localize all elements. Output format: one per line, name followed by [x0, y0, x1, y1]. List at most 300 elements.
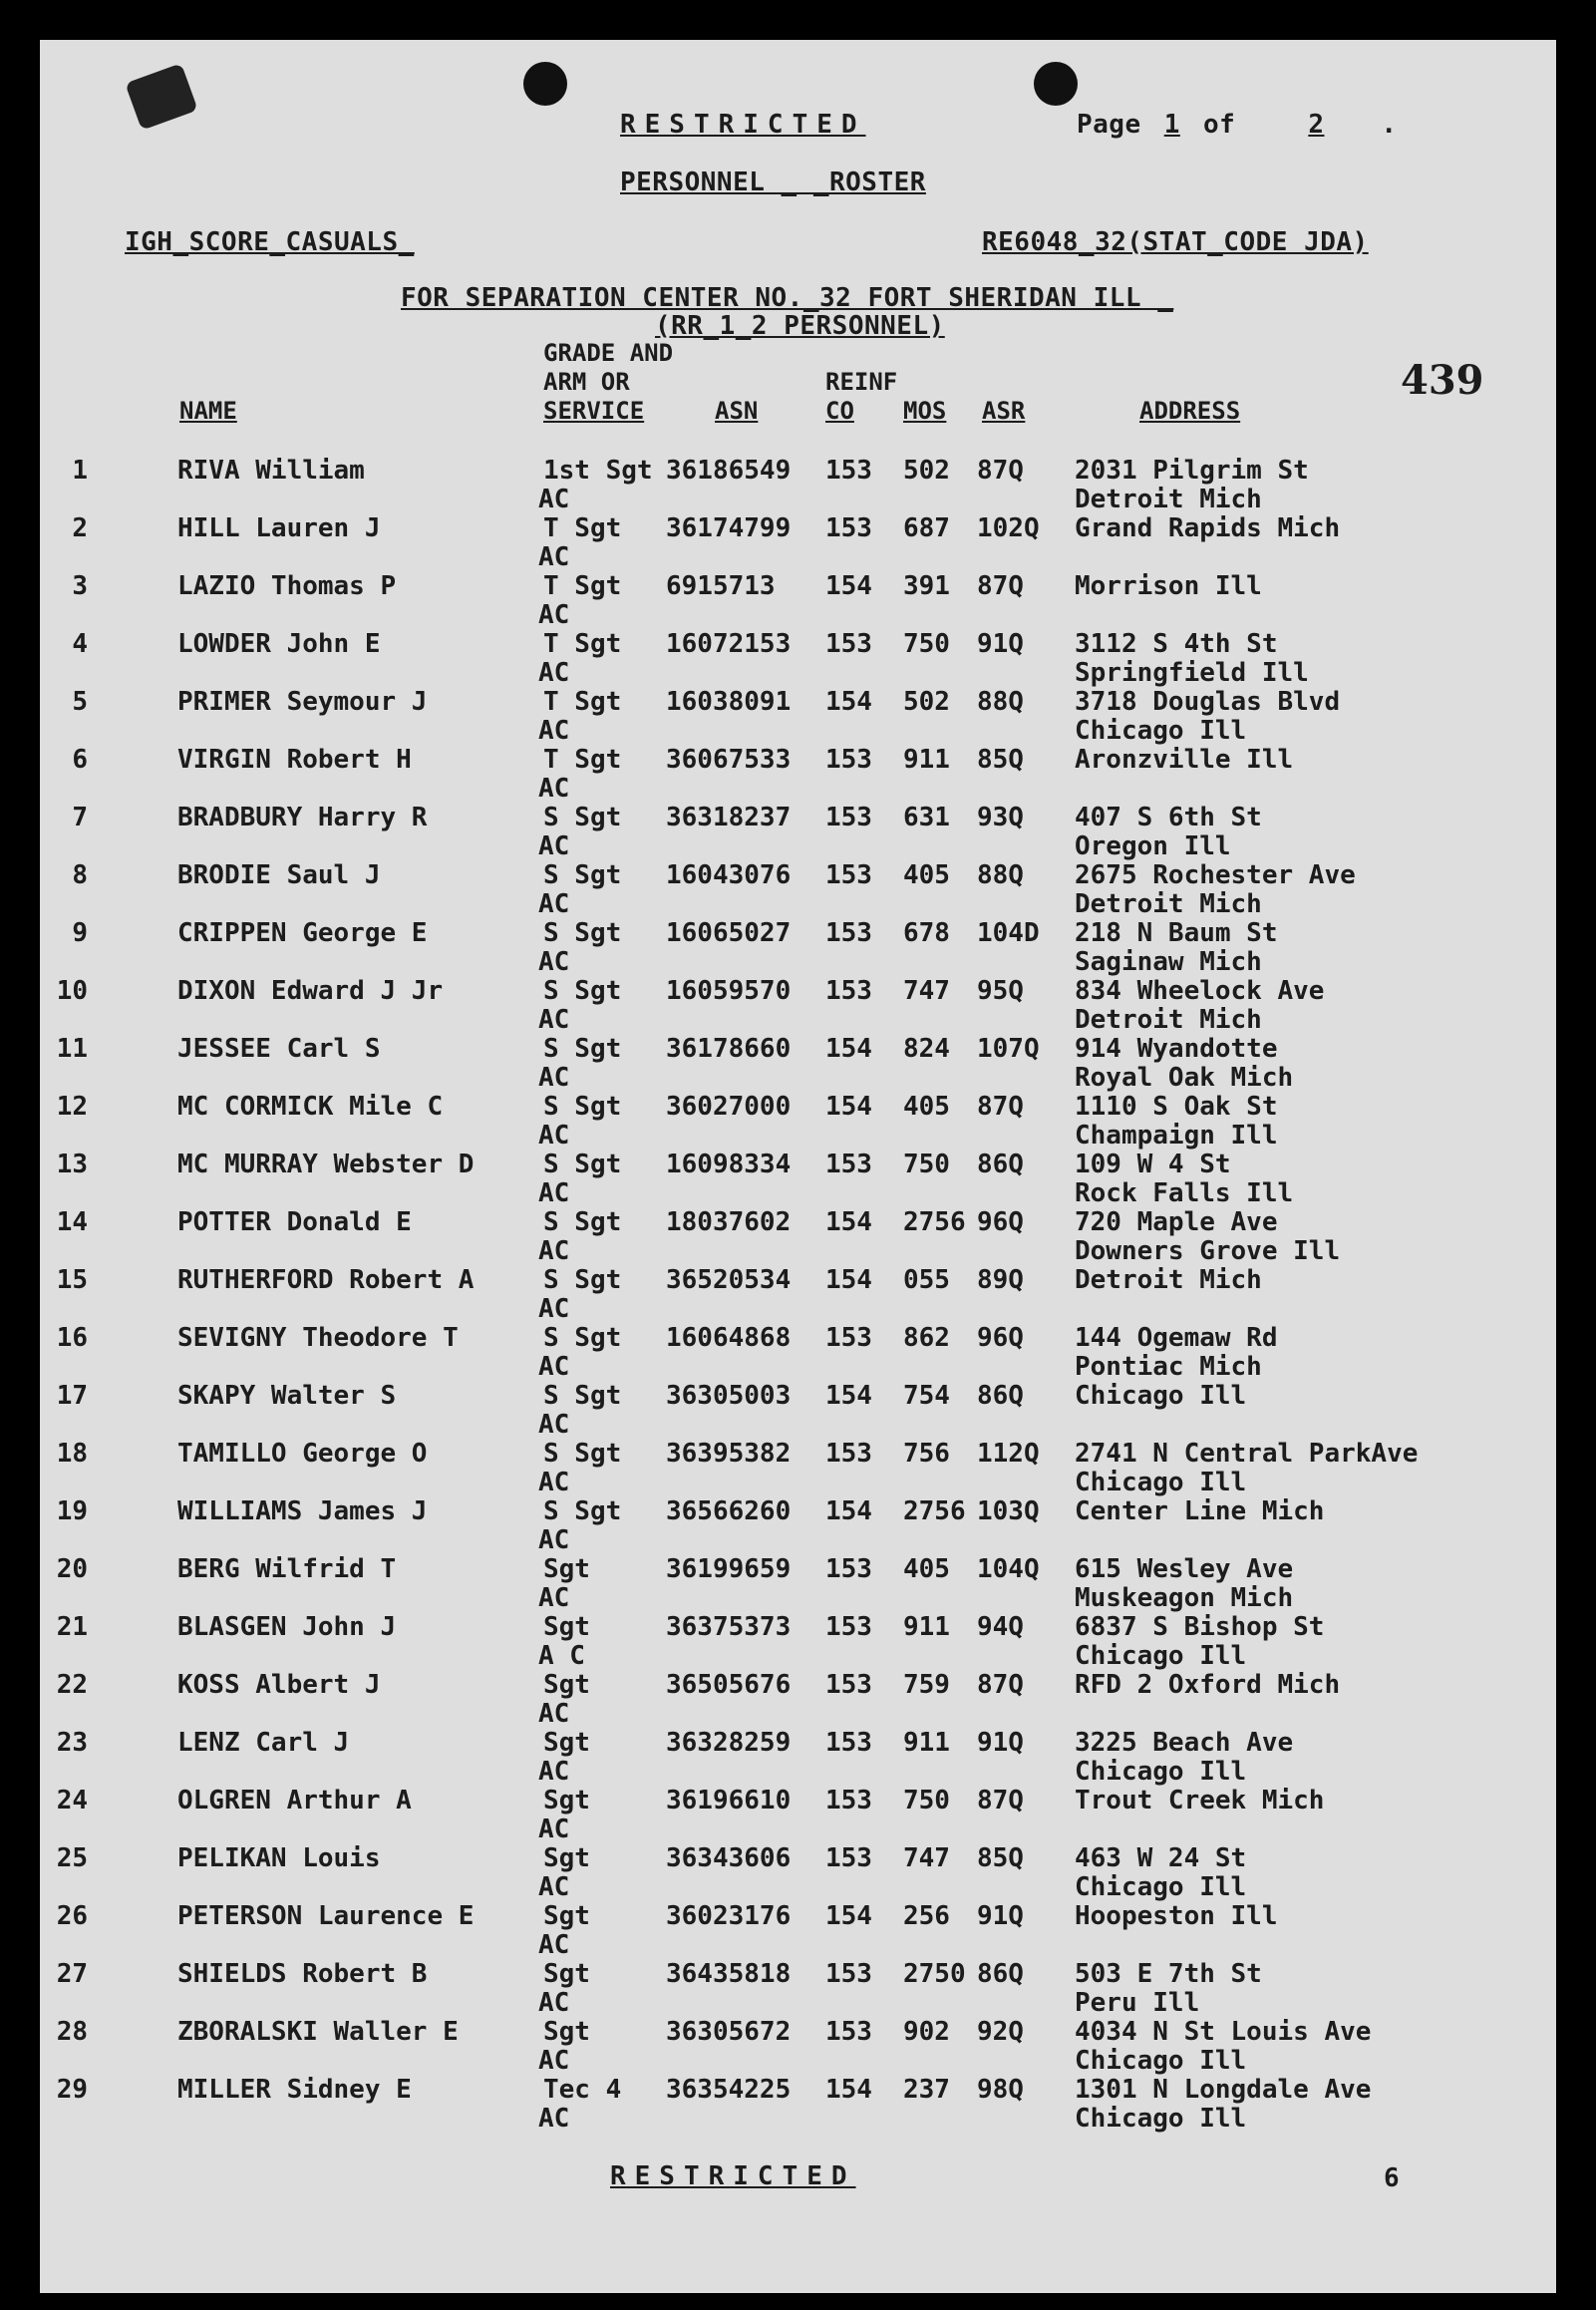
- row-mos: 502: [903, 456, 950, 486]
- row-asn: 36027000: [666, 1092, 792, 1122]
- table-row: [0, 1324, 1516, 1382]
- row-address-line2: Chicago Ill: [1075, 1468, 1247, 1497]
- row-name: BLASGEN John J: [177, 1612, 397, 1642]
- row-mos: 750: [903, 1150, 950, 1179]
- row-asn: 36395382: [666, 1439, 792, 1469]
- row-address-line2: Chicago Ill: [1075, 1757, 1247, 1787]
- row-address-line1: 914 Wyandotte: [1075, 1034, 1278, 1064]
- row-mos: 502: [903, 687, 950, 717]
- row-asr: 103Q: [977, 1496, 1040, 1526]
- row-address-line1: 720 Maple Ave: [1075, 1207, 1278, 1237]
- row-asn: 36174799: [666, 513, 792, 543]
- row-name: RUTHERFORD Robert A: [177, 1265, 475, 1295]
- row-asn: 36305672: [666, 2017, 792, 2047]
- row-address-line2: Muskeagon Mich: [1075, 1583, 1294, 1613]
- row-address-line1: Aronzville Ill: [1075, 745, 1294, 775]
- row-mos: 2756: [903, 1207, 966, 1237]
- row-mos: 631: [903, 803, 950, 832]
- table-row: [0, 2018, 1516, 2076]
- row-name: LENZ Carl J: [177, 1728, 350, 1758]
- row-reinf-co: 153: [825, 1554, 872, 1584]
- row-name: MC MURRAY Webster D: [177, 1150, 475, 1179]
- row-address-line2: Royal Oak Mich: [1075, 1063, 1294, 1093]
- row-asn: 16098334: [666, 1150, 792, 1179]
- row-reinf-co: 153: [825, 1728, 872, 1758]
- row-address-line1: Morrison Ill: [1075, 571, 1262, 601]
- ink-stain: [125, 63, 197, 131]
- row-reinf-co: 154: [825, 1092, 872, 1122]
- row-arm: AC: [538, 1930, 570, 1960]
- row-grade: S Sgt: [543, 1150, 622, 1179]
- row-asr: 104Q: [977, 1554, 1040, 1584]
- table-row: [0, 1787, 1516, 1844]
- row-reinf-co: 153: [825, 1959, 872, 1989]
- row-number: 6: [72, 745, 88, 775]
- row-reinf-co: 154: [825, 1034, 872, 1064]
- row-arm: A C: [538, 1641, 585, 1671]
- row-mos: 759: [903, 1670, 950, 1700]
- row-reinf-co: 153: [825, 1323, 872, 1353]
- row-address-line1: 407 S 6th St: [1075, 803, 1262, 832]
- header-mos: MOS: [903, 397, 947, 425]
- row-address-line2: Oregon Ill: [1075, 831, 1231, 861]
- row-address-line1: 6837 S Bishop St: [1075, 1612, 1325, 1642]
- row-reinf-co: 154: [825, 1207, 872, 1237]
- row-number: 23: [56, 1728, 88, 1758]
- row-address-line1: Trout Creek Mich: [1075, 1786, 1325, 1815]
- row-reinf-co: 153: [825, 803, 872, 832]
- row-number: 19: [56, 1496, 88, 1526]
- row-name: OLGREN Arthur A: [177, 1786, 412, 1815]
- row-address-line1: 3718 Douglas Blvd: [1075, 687, 1341, 717]
- table-row: [0, 1844, 1516, 1902]
- row-reinf-co: 153: [825, 918, 872, 948]
- row-arm: AC: [538, 1005, 570, 1035]
- row-number: 4: [72, 629, 88, 659]
- row-grade: T Sgt: [543, 629, 622, 659]
- row-asn: 36435818: [666, 1959, 792, 1989]
- stat-code: RE6048_32(STAT_CODE JDA): [982, 227, 1369, 257]
- row-mos: 256: [903, 1901, 950, 1931]
- table-row: [0, 1613, 1516, 1671]
- row-reinf-co: 153: [825, 1439, 872, 1469]
- row-arm: AC: [538, 1410, 570, 1440]
- row-arm: AC: [538, 1988, 570, 2018]
- row-mos: 911: [903, 1612, 950, 1642]
- row-address-line1: Detroit Mich: [1075, 1265, 1262, 1295]
- row-arm: AC: [538, 716, 570, 746]
- row-arm: AC: [538, 1468, 570, 1497]
- row-grade: S Sgt: [543, 1265, 622, 1295]
- header-co: CO: [825, 397, 854, 425]
- row-address-line1: 109 W 4 St: [1075, 1150, 1231, 1179]
- row-arm: AC: [538, 658, 570, 688]
- row-address-line2: Chicago Ill: [1075, 2046, 1247, 2076]
- row-asr: 87Q: [977, 1092, 1024, 1122]
- row-arm: AC: [538, 1294, 570, 1324]
- table-row: [0, 1497, 1516, 1555]
- row-address-line2: Champaign Ill: [1075, 1121, 1278, 1151]
- row-grade: T Sgt: [543, 745, 622, 775]
- row-grade: 1st Sgt: [543, 456, 653, 486]
- row-reinf-co: 153: [825, 1150, 872, 1179]
- row-address-line1: 2031 Pilgrim St: [1075, 456, 1309, 486]
- classification-top: RESTRICTED: [620, 110, 866, 140]
- row-grade: S Sgt: [543, 1207, 622, 1237]
- row-arm: AC: [538, 542, 570, 572]
- row-address-line1: 1301 N Longdale Ave: [1075, 2075, 1372, 2105]
- row-reinf-co: 153: [825, 1670, 872, 1700]
- row-reinf-co: 154: [825, 1265, 872, 1295]
- row-asr: 91Q: [977, 1728, 1024, 1758]
- roster-title: PERSONNEL _ _ROSTER: [620, 167, 926, 197]
- row-asr: 95Q: [977, 976, 1024, 1006]
- row-grade: S Sgt: [543, 1439, 622, 1469]
- row-asn: 36354225: [666, 2075, 792, 2105]
- row-reinf-co: 154: [825, 1496, 872, 1526]
- row-asr: 85Q: [977, 1843, 1024, 1873]
- row-name: BERG Wilfrid T: [177, 1554, 397, 1584]
- row-name: WILLIAMS James J: [177, 1496, 428, 1526]
- table-row: [0, 457, 1516, 514]
- row-reinf-co: 154: [825, 2075, 872, 2105]
- row-address-line1: Hoopeston Ill: [1075, 1901, 1278, 1931]
- row-address-line2: Springfield Ill: [1075, 658, 1309, 688]
- row-asn: 36328259: [666, 1728, 792, 1758]
- row-grade: S Sgt: [543, 976, 622, 1006]
- row-asn: 36199659: [666, 1554, 792, 1584]
- row-mos: 747: [903, 976, 950, 1006]
- table-row: [0, 1960, 1516, 2018]
- page-prefix: Page: [1077, 110, 1141, 140]
- row-arm: AC: [538, 1815, 570, 1844]
- row-mos: 405: [903, 1554, 950, 1584]
- table-row: [0, 514, 1516, 572]
- row-asn: 36566260: [666, 1496, 792, 1526]
- header-grade-line3: SERVICE: [543, 397, 645, 425]
- row-arm: AC: [538, 1352, 570, 1382]
- row-number: 18: [56, 1439, 88, 1469]
- row-name: POTTER Donald E: [177, 1207, 412, 1237]
- row-reinf-co: 153: [825, 860, 872, 890]
- row-name: PELIKAN Louis: [177, 1843, 381, 1873]
- row-name: MILLER Sidney E: [177, 2075, 412, 2105]
- table-row: [0, 1151, 1516, 1208]
- row-asn: 16059570: [666, 976, 792, 1006]
- row-grade: S Sgt: [543, 1323, 622, 1353]
- row-arm: AC: [538, 1236, 570, 1266]
- row-number: 11: [56, 1034, 88, 1064]
- row-number: 5: [72, 687, 88, 717]
- table-row: [0, 572, 1516, 630]
- row-asr: 87Q: [977, 571, 1024, 601]
- row-address-line1: 503 E 7th St: [1075, 1959, 1262, 1989]
- row-grade: Sgt: [543, 1728, 590, 1758]
- row-number: 8: [72, 860, 88, 890]
- row-asn: 18037602: [666, 1207, 792, 1237]
- row-name: PRIMER Seymour J: [177, 687, 428, 717]
- row-grade: Sgt: [543, 1843, 590, 1873]
- row-asr: 91Q: [977, 629, 1024, 659]
- table-row: [0, 2076, 1516, 2134]
- row-asr: 93Q: [977, 803, 1024, 832]
- row-arm: AC: [538, 2104, 570, 2134]
- row-number: 2: [72, 513, 88, 543]
- row-asr: 104D: [977, 918, 1040, 948]
- row-arm: AC: [538, 1757, 570, 1787]
- corner-mark: 6: [1384, 2163, 1401, 2193]
- row-asn: 36178660: [666, 1034, 792, 1064]
- row-mos: 405: [903, 1092, 950, 1122]
- row-number: 3: [72, 571, 88, 601]
- row-arm: AC: [538, 1583, 570, 1613]
- punch-hole-left: [523, 62, 567, 106]
- row-grade: S Sgt: [543, 1496, 622, 1526]
- row-name: TAMILLO George O: [177, 1439, 428, 1469]
- row-asr: 96Q: [977, 1323, 1024, 1353]
- row-number: 16: [56, 1323, 88, 1353]
- table-row: [0, 1729, 1516, 1787]
- row-asr: 91Q: [977, 1901, 1024, 1931]
- page-of: of: [1202, 110, 1236, 140]
- row-asr: 89Q: [977, 1265, 1024, 1295]
- row-address-line1: Chicago Ill: [1075, 1381, 1247, 1411]
- row-address-line1: 3225 Beach Ave: [1075, 1728, 1294, 1758]
- row-number: 9: [72, 918, 88, 948]
- row-asn: 16043076: [666, 860, 792, 890]
- row-asn: 36305003: [666, 1381, 792, 1411]
- table-row: [0, 1093, 1516, 1151]
- header-asn: ASN: [715, 397, 759, 425]
- page-number: 1: [1163, 110, 1180, 140]
- classification-bottom: RESTRICTED: [610, 2161, 856, 2191]
- row-asr: 94Q: [977, 1612, 1024, 1642]
- page-indicator: Page 1 of 2 .: [1077, 110, 1398, 140]
- row-asn: 36520534: [666, 1265, 792, 1295]
- row-asn: 6915713: [666, 571, 776, 601]
- row-asn: 36343606: [666, 1843, 792, 1873]
- row-asr: 112Q: [977, 1439, 1040, 1469]
- row-asn: 36375373: [666, 1612, 792, 1642]
- table-row: [0, 630, 1516, 688]
- row-number: 10: [56, 976, 88, 1006]
- row-grade: S Sgt: [543, 1381, 622, 1411]
- row-number: 7: [72, 803, 88, 832]
- header-reinf: REINF: [825, 368, 898, 396]
- row-arm: AC: [538, 831, 570, 861]
- header-name: NAME: [179, 397, 237, 425]
- table-row: [0, 1382, 1516, 1440]
- row-mos: 2750: [903, 1959, 966, 1989]
- table-row: [0, 977, 1516, 1035]
- row-name: VIRGIN Robert H: [177, 745, 412, 775]
- row-address-line1: 2675 Rochester Ave: [1075, 860, 1356, 890]
- row-name: HILL Lauren J: [177, 513, 381, 543]
- table-row: [0, 1555, 1516, 1613]
- row-number: 22: [56, 1670, 88, 1700]
- row-address-line2: Downers Grove Ill: [1075, 1236, 1341, 1266]
- row-address-line1: 218 N Baum St: [1075, 918, 1278, 948]
- row-reinf-co: 153: [825, 1612, 872, 1642]
- table-row: [0, 1266, 1516, 1324]
- row-address-line2: Chicago Ill: [1075, 716, 1247, 746]
- row-arm: AC: [538, 2046, 570, 2076]
- header-grade-line1: GRADE AND: [543, 339, 674, 367]
- row-asn: 36196610: [666, 1786, 792, 1815]
- row-address-line1: 1110 S Oak St: [1075, 1092, 1278, 1122]
- row-number: 20: [56, 1554, 88, 1584]
- row-mos: 750: [903, 629, 950, 659]
- row-number: 24: [56, 1786, 88, 1815]
- row-asn: 16038091: [666, 687, 792, 717]
- row-arm: AC: [538, 1063, 570, 1093]
- row-arm: AC: [538, 600, 570, 630]
- row-arm: AC: [538, 947, 570, 977]
- row-mos: 2756: [903, 1496, 966, 1526]
- row-address-line2: Pontiac Mich: [1075, 1352, 1262, 1382]
- row-reinf-co: 153: [825, 629, 872, 659]
- row-name: BRODIE Saul J: [177, 860, 381, 890]
- row-mos: 902: [903, 2017, 950, 2047]
- row-mos: 687: [903, 513, 950, 543]
- row-name: SHIELDS Robert B: [177, 1959, 428, 1989]
- row-grade: Sgt: [543, 1670, 590, 1700]
- row-arm: AC: [538, 1178, 570, 1208]
- row-address-line2: Detroit Mich: [1075, 889, 1262, 919]
- header-grade-line2: ARM OR: [543, 368, 630, 396]
- row-mos: 237: [903, 2075, 950, 2105]
- row-reinf-co: 154: [825, 687, 872, 717]
- table-row: [0, 1035, 1516, 1093]
- row-number: 12: [56, 1092, 88, 1122]
- row-address-line2: Detroit Mich: [1075, 1005, 1262, 1035]
- row-grade: S Sgt: [543, 803, 622, 832]
- row-grade: S Sgt: [543, 1092, 622, 1122]
- row-asr: 87Q: [977, 1670, 1024, 1700]
- row-number: 26: [56, 1901, 88, 1931]
- row-asr: 107Q: [977, 1034, 1040, 1064]
- row-asn: 36023176: [666, 1901, 792, 1931]
- row-grade: Sgt: [543, 1959, 590, 1989]
- row-asr: 102Q: [977, 513, 1040, 543]
- row-name: BRADBURY Harry R: [177, 803, 428, 832]
- table-row: [0, 919, 1516, 977]
- row-asr: 96Q: [977, 1207, 1024, 1237]
- row-address-line2: Detroit Mich: [1075, 485, 1262, 514]
- row-number: 15: [56, 1265, 88, 1295]
- row-address-line2: Saginaw Mich: [1075, 947, 1262, 977]
- row-grade: S Sgt: [543, 860, 622, 890]
- row-grade: Sgt: [543, 2017, 590, 2047]
- row-name: SKAPY Walter S: [177, 1381, 397, 1411]
- row-arm: AC: [538, 1699, 570, 1729]
- row-grade: Sgt: [543, 1901, 590, 1931]
- row-name: CRIPPEN George E: [177, 918, 428, 948]
- row-number: 13: [56, 1150, 88, 1179]
- header-asr: ASR: [982, 397, 1026, 425]
- row-mos: 911: [903, 1728, 950, 1758]
- row-name: KOSS Albert J: [177, 1670, 381, 1700]
- row-reinf-co: 153: [825, 1843, 872, 1873]
- row-reinf-co: 153: [825, 1786, 872, 1815]
- row-address-line1: Grand Rapids Mich: [1075, 513, 1341, 543]
- row-asn: 36505676: [666, 1670, 792, 1700]
- row-arm: AC: [538, 485, 570, 514]
- row-name: RIVA William: [177, 456, 365, 486]
- row-asr: 92Q: [977, 2017, 1024, 2047]
- row-number: 28: [56, 2017, 88, 2047]
- row-address-line1: 3112 S 4th St: [1075, 629, 1278, 659]
- row-arm: AC: [538, 889, 570, 919]
- row-address-line1: RFD 2 Oxford Mich: [1075, 1670, 1341, 1700]
- row-reinf-co: 154: [825, 1901, 872, 1931]
- row-asr: 85Q: [977, 745, 1024, 775]
- table-row: [0, 1208, 1516, 1266]
- row-mos: 055: [903, 1265, 950, 1295]
- row-reinf-co: 153: [825, 745, 872, 775]
- row-name: MC CORMICK Mile C: [177, 1092, 444, 1122]
- table-row: [0, 1440, 1516, 1497]
- row-asn: 16065027: [666, 918, 792, 948]
- row-name: PETERSON Laurence E: [177, 1901, 475, 1931]
- row-address-line2: Peru Ill: [1075, 1988, 1200, 2018]
- row-reinf-co: 153: [825, 2017, 872, 2047]
- row-mos: 391: [903, 571, 950, 601]
- row-address-line1: 144 Ogemaw Rd: [1075, 1323, 1278, 1353]
- row-asn: 16064868: [666, 1323, 792, 1353]
- row-reinf-co: 153: [825, 456, 872, 486]
- row-asn: 36067533: [666, 745, 792, 775]
- row-asr: 87Q: [977, 1786, 1024, 1815]
- punch-hole-right: [1034, 62, 1078, 106]
- table-row: [0, 746, 1516, 804]
- row-asr: 86Q: [977, 1959, 1024, 1989]
- sheet-number: 439: [1401, 357, 1484, 404]
- table-row: [0, 804, 1516, 861]
- row-number: 17: [56, 1381, 88, 1411]
- row-name: DIXON Edward J Jr: [177, 976, 444, 1006]
- row-grade: Tec 4: [543, 2075, 622, 2105]
- row-mos: 862: [903, 1323, 950, 1353]
- page-total: 2: [1308, 110, 1325, 140]
- row-grade: Sgt: [543, 1612, 590, 1642]
- row-mos: 824: [903, 1034, 950, 1064]
- row-arm: AC: [538, 1121, 570, 1151]
- row-asr: 98Q: [977, 2075, 1024, 2105]
- row-address-line2: Chicago Ill: [1075, 1872, 1247, 1902]
- table-row: [0, 1671, 1516, 1729]
- row-mos: 750: [903, 1786, 950, 1815]
- row-reinf-co: 153: [825, 976, 872, 1006]
- row-asn: 36318237: [666, 803, 792, 832]
- unit-code: IGH_SCORE_CASUALS_: [125, 227, 415, 257]
- row-grade: S Sgt: [543, 1034, 622, 1064]
- row-asr: 87Q: [977, 456, 1024, 486]
- separation-center: FOR SEPARATION CENTER NO._32 FORT SHERIDAN ILL _: [401, 283, 1174, 313]
- row-address-line2: Rock Falls Ill: [1075, 1178, 1294, 1208]
- row-grade: T Sgt: [543, 687, 622, 717]
- row-number: 29: [56, 2075, 88, 2105]
- row-reinf-co: 154: [825, 1381, 872, 1411]
- row-mos: 678: [903, 918, 950, 948]
- row-address-line1: 2741 N Central ParkAve: [1075, 1439, 1419, 1469]
- row-arm: AC: [538, 1872, 570, 1902]
- table-row: [0, 688, 1516, 746]
- row-grade: T Sgt: [543, 571, 622, 601]
- row-name: SEVIGNY Theodore T: [177, 1323, 459, 1353]
- row-name: LOWDER John E: [177, 629, 381, 659]
- table-row: [0, 1902, 1516, 1960]
